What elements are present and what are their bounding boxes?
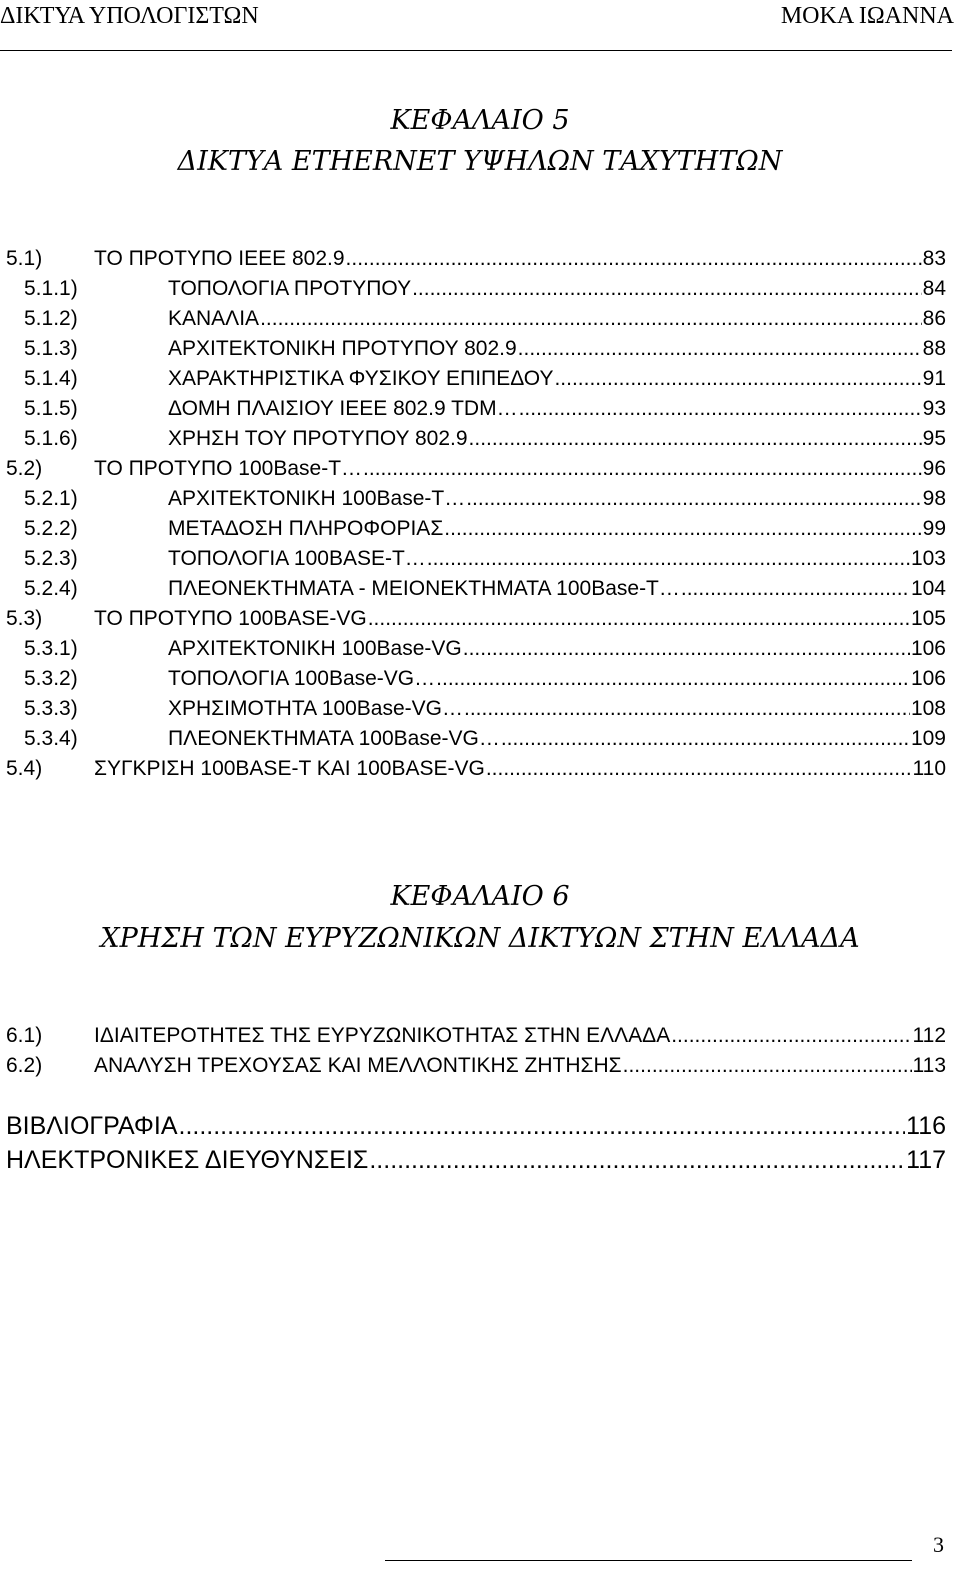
toc-entry-number: 5.2.1): [24, 487, 78, 510]
toc-entry-label: ΤΟ ΠΡΟΤΥΠΟ 100Base-T…: [94, 457, 363, 480]
toc-entry-page: 109: [910, 727, 946, 750]
toc-entry-electronic-addresses[interactable]: [6, 1143, 946, 1177]
toc-entry[interactable]: [24, 664, 946, 694]
header-course-title: ΔΙΚΤΥΑ ΥΠΟΛΟΓΙΣΤΩΝ: [0, 3, 259, 29]
toc-entry-label: ΜΕΤΑΔΟΣΗ ΠΛΗΡΟΦΟΡΙΑΣ: [168, 517, 444, 540]
toc-entry-number: 5.1.3): [24, 337, 78, 360]
toc-entry-label: ΚΑΝΑΛΙΑ: [168, 307, 260, 330]
toc-entry-page: 95: [922, 427, 946, 450]
toc-entry[interactable]: [24, 544, 946, 574]
toc-entry-number: 5.2.3): [24, 547, 78, 570]
toc-dot-leader: [436, 664, 910, 694]
toc-entry-page: 110: [912, 757, 946, 780]
toc-entry[interactable]: [24, 724, 946, 754]
toc-entry-page: 105: [910, 607, 946, 630]
toc-entry-page: 113: [912, 1054, 946, 1077]
toc-entry-label: ΤΟΠΟΛΟΓΙΑ ΠΡΟΤΥΠΟΥ: [168, 277, 412, 300]
toc-dot-leader: [363, 454, 922, 484]
toc-entry-label: ΑΡΧΙΤΕΚΤΟΝΙΚΗ 100Base-VG: [168, 637, 462, 660]
toc-entry-page: 116: [906, 1112, 946, 1140]
toc-dot-leader: [681, 574, 910, 604]
toc-dot-leader: [464, 694, 910, 724]
toc-entry-number: 5.3.4): [24, 727, 78, 750]
toc-entry[interactable]: [6, 754, 946, 784]
toc-entry-page: 86: [922, 307, 946, 330]
toc-dot-leader: [463, 634, 910, 664]
toc-dot-leader: [518, 334, 922, 364]
toc-entry[interactable]: [6, 244, 946, 274]
toc-entry-number: 5.4): [6, 757, 43, 780]
toc-dot-leader: [260, 304, 922, 334]
toc-entry[interactable]: [24, 514, 946, 544]
page-header: [0, 0, 960, 60]
toc-dot-leader: [412, 274, 922, 304]
toc-entry-page: 112: [912, 1024, 946, 1047]
toc-entry-page: 84: [922, 277, 946, 300]
toc-entry-label: ΤΟΠΟΛΟΓΙΑ 100BASE-T…: [168, 547, 426, 570]
toc-entry-number: 5.2.2): [24, 517, 78, 540]
chapter-5-title: ΚΕΦΑΛΑΙΟ 5: [390, 105, 570, 136]
toc-entry[interactable]: [24, 484, 946, 514]
toc-entry-number: 5.3.2): [24, 667, 78, 690]
toc-entry-number: 5.1.2): [24, 307, 78, 330]
toc-entry-label: ΒΙΒΛΙΟΓΡΑΦΙΑ: [6, 1112, 178, 1140]
toc-dot-leader: [554, 364, 921, 394]
toc-entry[interactable]: [24, 394, 946, 424]
toc-entry-number: 5.1.4): [24, 367, 78, 390]
toc-entry-label: ΣΥΓΚΡΙΣΗ 100BASE-T ΚΑΙ 100BASE-VG: [94, 757, 485, 780]
toc-entry-label: ΔΟΜΗ ΠΛΑΙΣΙΟΥ IEEE 802.9 TDM…: [168, 397, 518, 420]
toc-entry-label: ΧΡΗΣΗ ΤΟΥ ΠΡΟΤΥΠΟΥ 802.9: [168, 427, 468, 450]
chapter-6-title: ΚΕΦΑΛΑΙΟ 6: [390, 881, 570, 912]
toc-entry[interactable]: [24, 694, 946, 724]
toc-entry-page: 103: [910, 547, 946, 570]
toc-dot-leader: [368, 604, 910, 634]
toc-dot-leader: [469, 424, 922, 454]
toc-entry-number: 5.3.1): [24, 637, 78, 660]
toc-entry-page: 104: [910, 577, 946, 600]
toc-entry-number: 6.1): [6, 1024, 43, 1047]
toc-dot-leader: [501, 724, 910, 754]
toc-entry-page: 93: [922, 397, 946, 420]
toc-dot-leader: [486, 754, 912, 784]
toc-entry-number: 5.3): [6, 607, 43, 630]
toc-entry[interactable]: [24, 274, 946, 304]
toc-entry-label: ΤΟ ΠΡΟΤΥΠΟ IEEE 802.9: [94, 247, 345, 270]
toc-entry-number: 5.3.3): [24, 697, 78, 720]
toc-entry-page: 117: [906, 1146, 946, 1174]
toc-entry-page: 96: [922, 457, 946, 480]
toc-entry[interactable]: [24, 364, 946, 394]
toc-entry-page: 91: [922, 367, 946, 390]
toc-entry[interactable]: [24, 334, 946, 364]
toc-entry-page: 108: [910, 697, 946, 720]
footer-divider: [385, 1560, 912, 1561]
toc-dot-leader: [444, 514, 921, 544]
toc-entry[interactable]: [6, 1021, 946, 1051]
toc-entry[interactable]: [6, 1051, 946, 1081]
toc-entry-number: 5.1.1): [24, 277, 78, 300]
toc-entry-page: 88: [922, 337, 946, 360]
toc-dot-leader: [623, 1051, 912, 1081]
toc-entry-number: 5.1): [6, 247, 43, 270]
toc-entry-page: 106: [910, 667, 946, 690]
toc-entry[interactable]: [6, 604, 946, 634]
toc-entry-label: ΗΛΕΚΤΡΟΝΙΚΕΣ ΔΙΕΥΘΥΝΣΕΙΣ: [6, 1146, 369, 1174]
toc-dot-leader: [519, 394, 922, 424]
toc-entry-page: 106: [910, 637, 946, 660]
toc-entry-number: 5.2): [6, 457, 43, 480]
chapter-6-subtitle: ΧΡΗΣΗ ΤΩΝ ΕΥΡΥΖΩΝΙΚΩΝ ΔΙΚΤΥΩΝ ΣΤΗΝ ΕΛΛΑΔΑ: [100, 923, 860, 954]
toc-entry-page: 83: [922, 247, 946, 270]
toc-entry-label: ΤΟ ΠΡΟΤΥΠΟ 100BASE-VG: [94, 607, 367, 630]
toc-entry-bibliography[interactable]: [6, 1109, 946, 1143]
toc-entry[interactable]: [6, 454, 946, 484]
toc-dot-leader: [369, 1143, 905, 1177]
toc-entry-label: ΠΛΕΟΝΕΚΤΗΜΑΤΑ 100Base-VG…: [168, 727, 500, 750]
toc-entry-number: 5.1.5): [24, 397, 78, 420]
toc-dot-leader: [427, 544, 910, 574]
toc-entry-label: ΑΡΧΙΤΕΚΤΟΝΙΚΗ ΠΡΟΤΥΠΟΥ 802.9: [168, 337, 517, 360]
toc-entry[interactable]: [24, 424, 946, 454]
toc-entry-label: ΙΔΙΑΙΤΕΡΟΤΗΤΕΣ ΤΗΣ ΕΥΡΥΖΩΝΙΚΟΤΗΤΑΣ ΣΤΗΝ ΕΛΛΑΔΑ: [94, 1024, 671, 1047]
toc-entry-label: ΧΑΡΑΚΤΗΡΙΣΤΙΚΑ ΦΥΣΙΚΟΥ ΕΠΙΠΕΔΟΥ: [168, 367, 554, 390]
toc-dot-leader: [179, 1109, 906, 1143]
toc-dot-leader: [346, 244, 922, 274]
toc-dot-leader: [466, 484, 921, 514]
toc-entry-label: ΠΛΕΟΝΕΚΤΗΜΑΤΑ - ΜΕΙΟΝΕΚΤΗΜΑΤΑ 100Base-T…: [168, 577, 680, 600]
toc-entry-number: 6.2): [6, 1054, 43, 1077]
page-number: 3: [933, 1532, 944, 1557]
toc-entry-page: 99: [922, 517, 946, 540]
toc-entry-label: ΑΝΑΛΥΣΗ ΤΡΕΧΟΥΣΑΣ ΚΑΙ ΜΕΛΛΟΝΤΙΚΗΣ ΖΗΤΗΣΗΣ: [94, 1054, 622, 1077]
toc-entry[interactable]: [24, 634, 946, 664]
toc-entry-page: 98: [922, 487, 946, 510]
header-author-name: ΜΟΚΑ ΙΩΑΝΝΑ: [780, 3, 954, 29]
toc-entry[interactable]: [24, 304, 946, 334]
toc-entry-number: 5.1.6): [24, 427, 78, 450]
toc-entry-label: ΤΟΠΟΛΟΓΙΑ 100Base-VG…: [168, 667, 436, 690]
chapter-5-subtitle: ΔΙΚΤΥΑ ETHERNET ΥΨΗΛΩΝ ΤΑΧΥΤΗΤΩΝ: [177, 146, 783, 177]
toc-entry[interactable]: [24, 574, 946, 604]
toc-dot-leader: [671, 1021, 911, 1051]
toc-entry-label: ΑΡΧΙΤΕΚΤΟΝΙΚΗ 100Base-T…: [168, 487, 466, 510]
header-divider: [0, 50, 952, 51]
toc-entry-number: 5.2.4): [24, 577, 78, 600]
toc-entry-label: ΧΡΗΣΙΜΟΤΗΤΑ 100Base-VG…: [168, 697, 464, 720]
